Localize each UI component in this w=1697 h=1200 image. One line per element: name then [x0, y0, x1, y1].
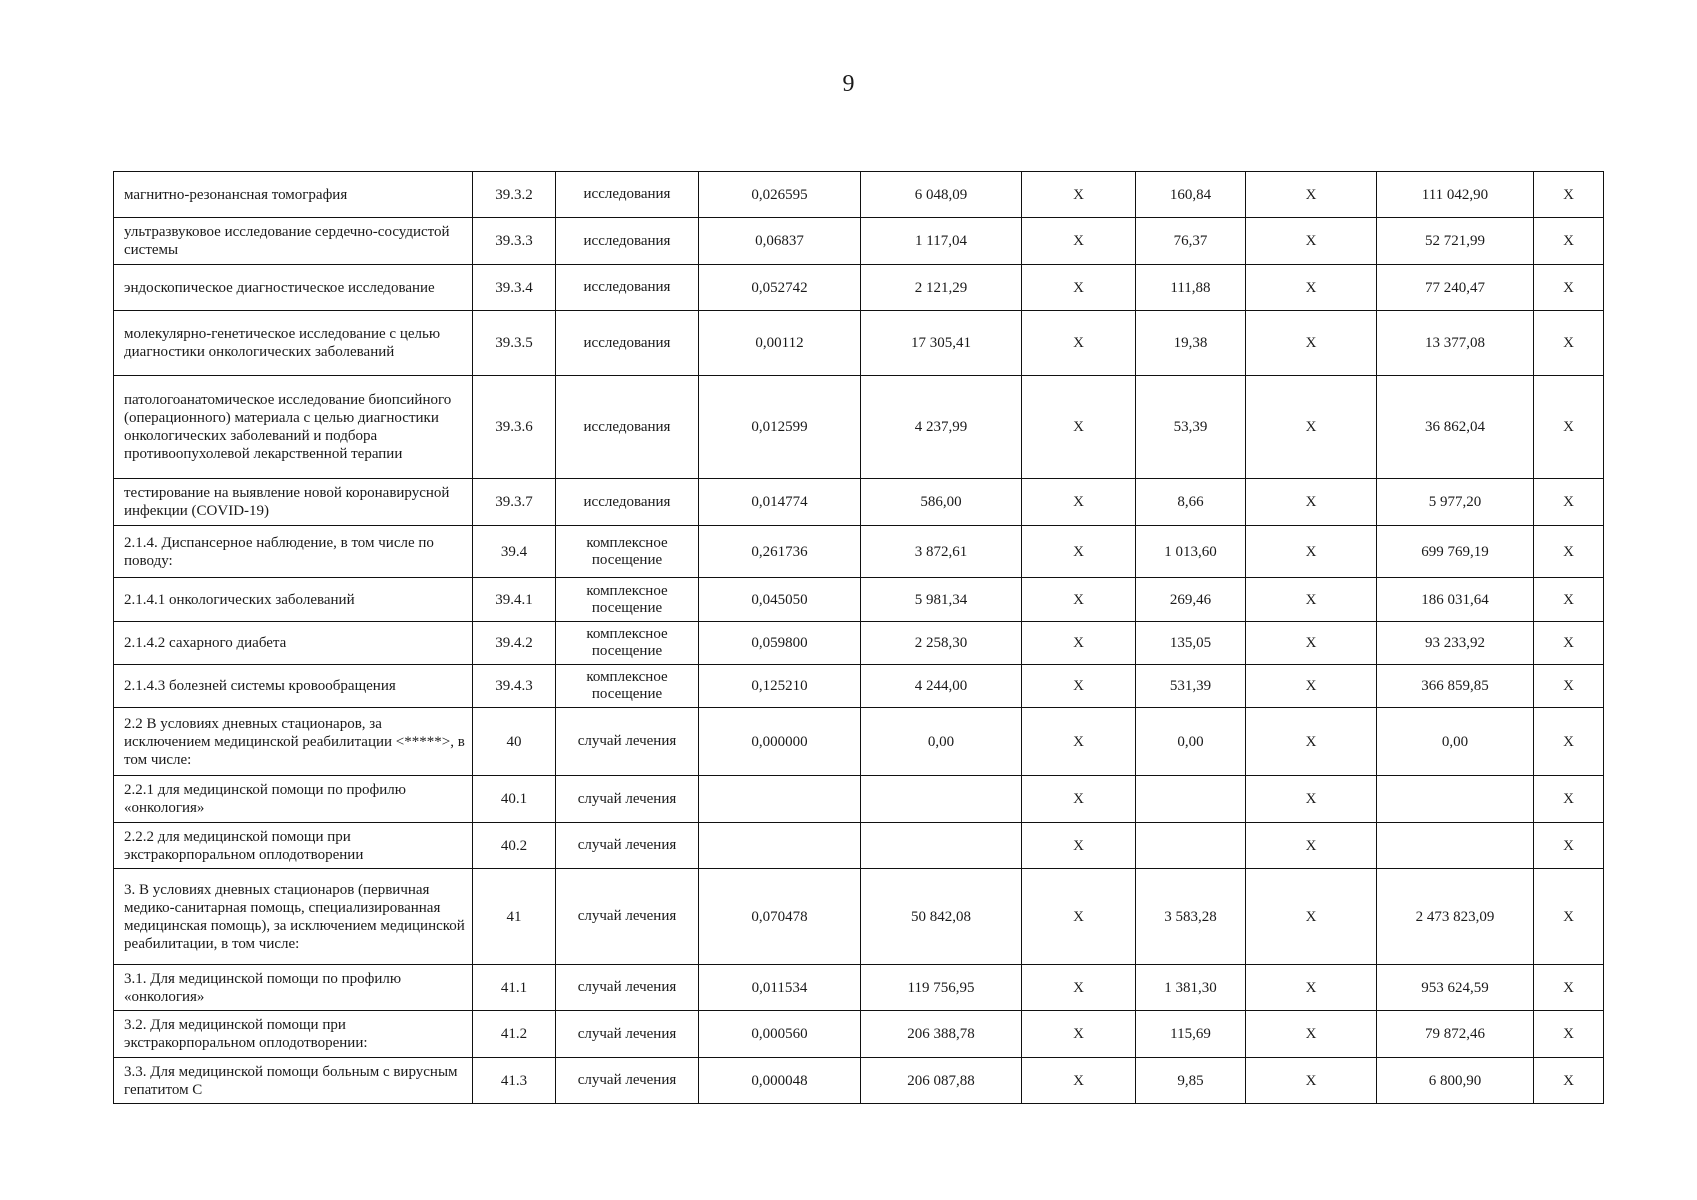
row-name-cell: 3.3. Для медицинской помощи больным с вирусным гепатитом С: [114, 1058, 473, 1104]
row-x-cell: X: [1022, 708, 1136, 776]
table-row: [114, 265, 1604, 311]
row-value-cell: 3 872,61: [861, 526, 1022, 578]
row-code-cell: 39.3.7: [473, 479, 556, 526]
row-value-cell: 0,011534: [699, 965, 861, 1011]
row-value-cell: 0,261736: [699, 526, 861, 578]
table-row: [114, 172, 1604, 218]
row-unit-cell: случай лечения: [556, 823, 699, 869]
row-value-cell: 160,84: [1136, 172, 1246, 218]
row-code-cell: 39.4: [473, 526, 556, 578]
row-value-cell: 2 473 823,09: [1377, 869, 1534, 965]
table-row: [114, 622, 1604, 665]
row-x-cell: X: [1246, 776, 1377, 823]
row-x-cell: X: [1022, 665, 1136, 708]
row-name-cell: 2.2.2 для медицинской помощи при экстракорпоральном оплодотворении: [114, 823, 473, 869]
row-code-cell: 39.3.4: [473, 265, 556, 311]
row-x-cell: X: [1022, 776, 1136, 823]
row-x-cell: X: [1246, 578, 1377, 622]
row-name-cell: эндоскопическое диагностическое исследование: [114, 265, 473, 311]
row-x-cell: X: [1246, 708, 1377, 776]
row-value-cell: 586,00: [861, 479, 1022, 526]
row-value-cell: 1 117,04: [861, 218, 1022, 265]
row-x-cell: X: [1534, 622, 1604, 665]
row-code-cell: 39.4.1: [473, 578, 556, 622]
row-x-cell: X: [1534, 578, 1604, 622]
row-x-cell: X: [1246, 376, 1377, 479]
row-value-cell: 2 258,30: [861, 622, 1022, 665]
row-unit-cell: случай лечения: [556, 776, 699, 823]
row-value-cell: 8,66: [1136, 479, 1246, 526]
row-code-cell: 39.3.6: [473, 376, 556, 479]
table-row: [114, 1011, 1604, 1058]
row-unit-cell: исследования: [556, 376, 699, 479]
row-x-cell: X: [1246, 1011, 1377, 1058]
table-row: [114, 376, 1604, 479]
row-x-cell: X: [1534, 665, 1604, 708]
row-name-cell: 2.2.1 для медицинской помощи по профилю «онкология»: [114, 776, 473, 823]
row-value-cell: 9,85: [1136, 1058, 1246, 1104]
row-value-cell: 76,37: [1136, 218, 1246, 265]
row-value-cell: 0,000000: [699, 708, 861, 776]
row-value-cell: 111 042,90: [1377, 172, 1534, 218]
row-code-cell: 41: [473, 869, 556, 965]
row-code-cell: 40.1: [473, 776, 556, 823]
row-value-cell: 19,38: [1136, 311, 1246, 376]
row-value-cell: 13 377,08: [1377, 311, 1534, 376]
row-x-cell: X: [1022, 265, 1136, 311]
row-x-cell: X: [1534, 172, 1604, 218]
row-name-cell: 2.2 В условиях дневных стационаров, за исключением медицинской реабилитации <*****>, в том числе:: [114, 708, 473, 776]
row-x-cell: X: [1022, 1058, 1136, 1104]
row-value-cell: 0,00: [861, 708, 1022, 776]
row-name-cell: молекулярно-генетическое исследование с целью диагностики онкологических заболеваний: [114, 311, 473, 376]
row-value-cell: 0,000560: [699, 1011, 861, 1058]
row-value-cell: 0,00: [1136, 708, 1246, 776]
row-x-cell: X: [1022, 311, 1136, 376]
row-name-cell: 2.1.4. Диспансерное наблюдение, в том числе по поводу:: [114, 526, 473, 578]
row-unit-cell: случай лечения: [556, 1011, 699, 1058]
row-code-cell: 39.4.2: [473, 622, 556, 665]
row-unit-cell: комплексное посещение: [556, 526, 699, 578]
row-x-cell: X: [1534, 965, 1604, 1011]
row-x-cell: X: [1534, 776, 1604, 823]
row-x-cell: X: [1022, 869, 1136, 965]
row-x-cell: X: [1022, 479, 1136, 526]
row-value-cell: 93 233,92: [1377, 622, 1534, 665]
row-value-cell: 1 013,60: [1136, 526, 1246, 578]
row-value-cell: 366 859,85: [1377, 665, 1534, 708]
row-x-cell: X: [1534, 869, 1604, 965]
page-number: 9: [842, 71, 855, 97]
row-name-cell: 3. В условиях дневных стационаров (первичная медико-санитарная помощь, специализированная медицинская помощь), за исключением медицинской реабилитации, в том числе:: [114, 869, 473, 965]
row-code-cell: 39.3.5: [473, 311, 556, 376]
row-value-cell: 17 305,41: [861, 311, 1022, 376]
row-unit-cell: исследования: [556, 172, 699, 218]
row-value-cell: 0,059800: [699, 622, 861, 665]
row-x-cell: X: [1534, 823, 1604, 869]
row-unit-cell: исследования: [556, 311, 699, 376]
table-row: [114, 776, 1604, 823]
row-x-cell: X: [1246, 265, 1377, 311]
row-value-cell: 77 240,47: [1377, 265, 1534, 311]
row-name-cell: магнитно-резонансная томография: [114, 172, 473, 218]
row-value-cell: 52 721,99: [1377, 218, 1534, 265]
row-x-cell: X: [1534, 1011, 1604, 1058]
row-unit-cell: исследования: [556, 479, 699, 526]
row-x-cell: X: [1534, 708, 1604, 776]
row-x-cell: X: [1246, 1058, 1377, 1104]
row-unit-cell: комплексное посещение: [556, 665, 699, 708]
row-x-cell: X: [1246, 622, 1377, 665]
row-value-cell: [1377, 823, 1534, 869]
row-x-cell: X: [1246, 965, 1377, 1011]
row-unit-cell: случай лечения: [556, 965, 699, 1011]
row-x-cell: X: [1022, 526, 1136, 578]
row-value-cell: 269,46: [1136, 578, 1246, 622]
row-unit-cell: комплексное посещение: [556, 578, 699, 622]
row-value-cell: 0,070478: [699, 869, 861, 965]
row-value-cell: 206 388,78: [861, 1011, 1022, 1058]
row-value-cell: 5 977,20: [1377, 479, 1534, 526]
row-x-cell: X: [1246, 869, 1377, 965]
row-x-cell: X: [1022, 823, 1136, 869]
row-x-cell: X: [1022, 1011, 1136, 1058]
row-value-cell: 0,00: [1377, 708, 1534, 776]
row-code-cell: 39.3.2: [473, 172, 556, 218]
row-unit-cell: случай лечения: [556, 869, 699, 965]
row-name-cell: тестирование на выявление новой коронавирусной инфекции (COVID-19): [114, 479, 473, 526]
row-value-cell: 3 583,28: [1136, 869, 1246, 965]
row-x-cell: X: [1534, 479, 1604, 526]
row-code-cell: 39.3.3: [473, 218, 556, 265]
row-name-cell: 2.1.4.3 болезней системы кровообращения: [114, 665, 473, 708]
row-value-cell: 119 756,95: [861, 965, 1022, 1011]
table-row: [114, 869, 1604, 965]
row-value-cell: 4 244,00: [861, 665, 1022, 708]
row-unit-cell: исследования: [556, 218, 699, 265]
row-value-cell: [861, 776, 1022, 823]
row-x-cell: X: [1246, 172, 1377, 218]
row-x-cell: X: [1246, 479, 1377, 526]
row-value-cell: 0,00112: [699, 311, 861, 376]
row-value-cell: [861, 823, 1022, 869]
row-code-cell: 41.2: [473, 1011, 556, 1058]
row-value-cell: 6 800,90: [1377, 1058, 1534, 1104]
row-value-cell: 531,39: [1136, 665, 1246, 708]
row-x-cell: X: [1022, 622, 1136, 665]
row-x-cell: X: [1022, 578, 1136, 622]
row-code-cell: 39.4.3: [473, 665, 556, 708]
row-x-cell: X: [1534, 311, 1604, 376]
row-value-cell: 1 381,30: [1136, 965, 1246, 1011]
row-value-cell: 0,012599: [699, 376, 861, 479]
row-code-cell: 41.1: [473, 965, 556, 1011]
row-x-cell: X: [1246, 526, 1377, 578]
row-value-cell: 206 087,88: [861, 1058, 1022, 1104]
row-value-cell: 0,06837: [699, 218, 861, 265]
row-name-cell: 3.1. Для медицинской помощи по профилю «онкология»: [114, 965, 473, 1011]
row-value-cell: 0,052742: [699, 265, 861, 311]
row-value-cell: 5 981,34: [861, 578, 1022, 622]
row-value-cell: 79 872,46: [1377, 1011, 1534, 1058]
row-value-cell: 36 862,04: [1377, 376, 1534, 479]
table-row: [114, 311, 1604, 376]
row-value-cell: 186 031,64: [1377, 578, 1534, 622]
row-value-cell: 6 048,09: [861, 172, 1022, 218]
row-value-cell: 0,125210: [699, 665, 861, 708]
table-row: [114, 1058, 1604, 1104]
row-value-cell: 953 624,59: [1377, 965, 1534, 1011]
row-value-cell: 0,026595: [699, 172, 861, 218]
row-x-cell: X: [1022, 172, 1136, 218]
row-name-cell: 3.2. Для медицинской помощи при экстракорпоральном оплодотворении:: [114, 1011, 473, 1058]
row-unit-cell: комплексное посещение: [556, 622, 699, 665]
row-x-cell: X: [1534, 1058, 1604, 1104]
row-value-cell: 50 842,08: [861, 869, 1022, 965]
data-table: [113, 171, 1604, 1104]
row-x-cell: X: [1534, 218, 1604, 265]
row-value-cell: [1136, 823, 1246, 869]
row-value-cell: [1377, 776, 1534, 823]
row-value-cell: 111,88: [1136, 265, 1246, 311]
row-unit-cell: случай лечения: [556, 708, 699, 776]
row-x-cell: X: [1022, 218, 1136, 265]
row-x-cell: X: [1246, 823, 1377, 869]
table-row: [114, 218, 1604, 265]
row-value-cell: 699 769,19: [1377, 526, 1534, 578]
row-x-cell: X: [1246, 311, 1377, 376]
row-name-cell: патологоанатомическое исследование биопсийного (операционного) материала с целью диагностики онкологических заболеваний и подбора противоопухолевой лекарственной терапии: [114, 376, 473, 479]
row-x-cell: X: [1534, 265, 1604, 311]
row-x-cell: X: [1246, 218, 1377, 265]
row-value-cell: 0,000048: [699, 1058, 861, 1104]
table-row: [114, 708, 1604, 776]
row-unit-cell: случай лечения: [556, 1058, 699, 1104]
row-value-cell: 115,69: [1136, 1011, 1246, 1058]
row-name-cell: 2.1.4.1 онкологических заболеваний: [114, 578, 473, 622]
row-code-cell: 40.2: [473, 823, 556, 869]
row-x-cell: X: [1534, 526, 1604, 578]
table-row: [114, 665, 1604, 708]
row-value-cell: [699, 823, 861, 869]
row-value-cell: 0,045050: [699, 578, 861, 622]
row-x-cell: X: [1534, 376, 1604, 479]
table-row: [114, 823, 1604, 869]
row-x-cell: X: [1022, 965, 1136, 1011]
table-row: [114, 479, 1604, 526]
row-name-cell: 2.1.4.2 сахарного диабета: [114, 622, 473, 665]
row-value-cell: 0,014774: [699, 479, 861, 526]
row-x-cell: X: [1246, 665, 1377, 708]
row-value-cell: [699, 776, 861, 823]
row-name-cell: ультразвуковое исследование сердечно-сосудистой системы: [114, 218, 473, 265]
row-value-cell: 53,39: [1136, 376, 1246, 479]
row-code-cell: 41.3: [473, 1058, 556, 1104]
row-value-cell: 4 237,99: [861, 376, 1022, 479]
row-code-cell: 40: [473, 708, 556, 776]
row-value-cell: 135,05: [1136, 622, 1246, 665]
table-row: [114, 526, 1604, 578]
table-row: [114, 578, 1604, 622]
table-row: [114, 965, 1604, 1011]
row-unit-cell: исследования: [556, 265, 699, 311]
row-value-cell: [1136, 776, 1246, 823]
row-x-cell: X: [1022, 376, 1136, 479]
row-value-cell: 2 121,29: [861, 265, 1022, 311]
